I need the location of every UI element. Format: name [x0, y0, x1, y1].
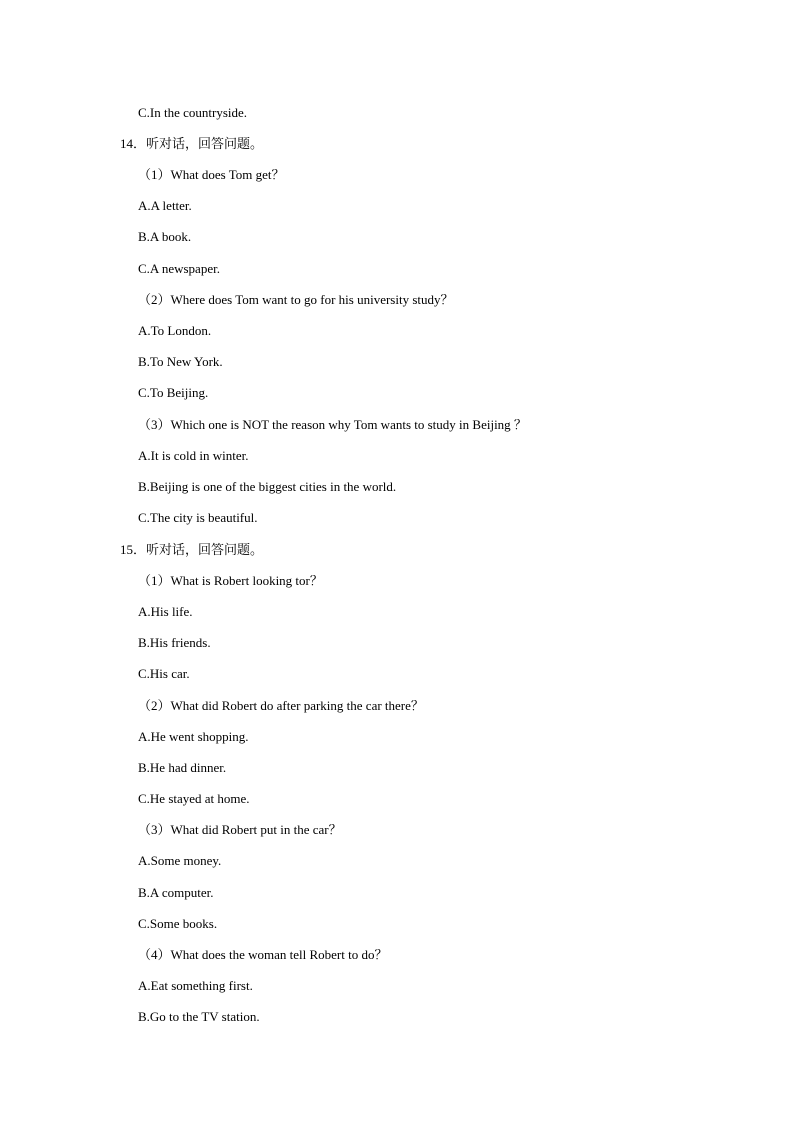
- question-15-1: （1）What is Robert looking tor？: [138, 573, 323, 588]
- option-15-2-b: B.He had dinner.: [138, 760, 227, 775]
- option-15-3-a: A.Some money.: [138, 853, 222, 868]
- option-14-3-c: C.The city is beautiful.: [138, 510, 258, 525]
- option-15-2-c: C.He stayed at home.: [138, 791, 250, 806]
- option-14-2-b: B.To New York.: [138, 354, 223, 369]
- question-14-heading: 14．听对话，回答问题。: [120, 136, 264, 151]
- question-14-1: （1）What does Tom get？: [138, 167, 285, 182]
- option-15-4-b: B.Go to the TV station.: [138, 1009, 260, 1024]
- option-15-1-a: A.His life.: [138, 604, 193, 619]
- question-15-3: （3）What did Robert put in the car？: [138, 822, 342, 837]
- option-14-2-c: C.To Beijing.: [138, 385, 209, 400]
- question-15-4: （4）What does the woman tell Robert to do？: [138, 947, 388, 962]
- option-15-3-c: C.Some books.: [138, 916, 218, 931]
- option-15-2-a: A.He went shopping.: [138, 729, 249, 744]
- option-15-1-b: B.His friends.: [138, 635, 211, 650]
- option-14-1-b: B.A book.: [138, 229, 192, 244]
- question-14-2: （2）Where does Tom want to go for his university study？: [138, 292, 454, 307]
- option-15-1-c: C.His car.: [138, 666, 190, 681]
- question-14-3: （3）Which one is NOT the reason why Tom wants to study in Beijing ？: [138, 417, 527, 432]
- option-15-3-b: B.A computer.: [138, 885, 214, 900]
- question-15-2: （2）What did Robert do after parking the car there？: [138, 698, 424, 713]
- option-15-4-a: A.Eat something first.: [138, 978, 253, 993]
- option-14-3-b: B.Beijing is one of the biggest cities in the world.: [138, 479, 397, 494]
- option-14-3-a: A.It is cold in winter.: [138, 448, 249, 463]
- option-14-1-a: A.A letter.: [138, 198, 192, 213]
- option-14-2-a: A.To London.: [138, 323, 212, 338]
- question-15-heading: 15．听对话，回答问题。: [120, 542, 264, 557]
- option-14-1-c: C.A newspaper.: [138, 261, 220, 276]
- option-13-c: C.In the countryside.: [138, 105, 248, 120]
